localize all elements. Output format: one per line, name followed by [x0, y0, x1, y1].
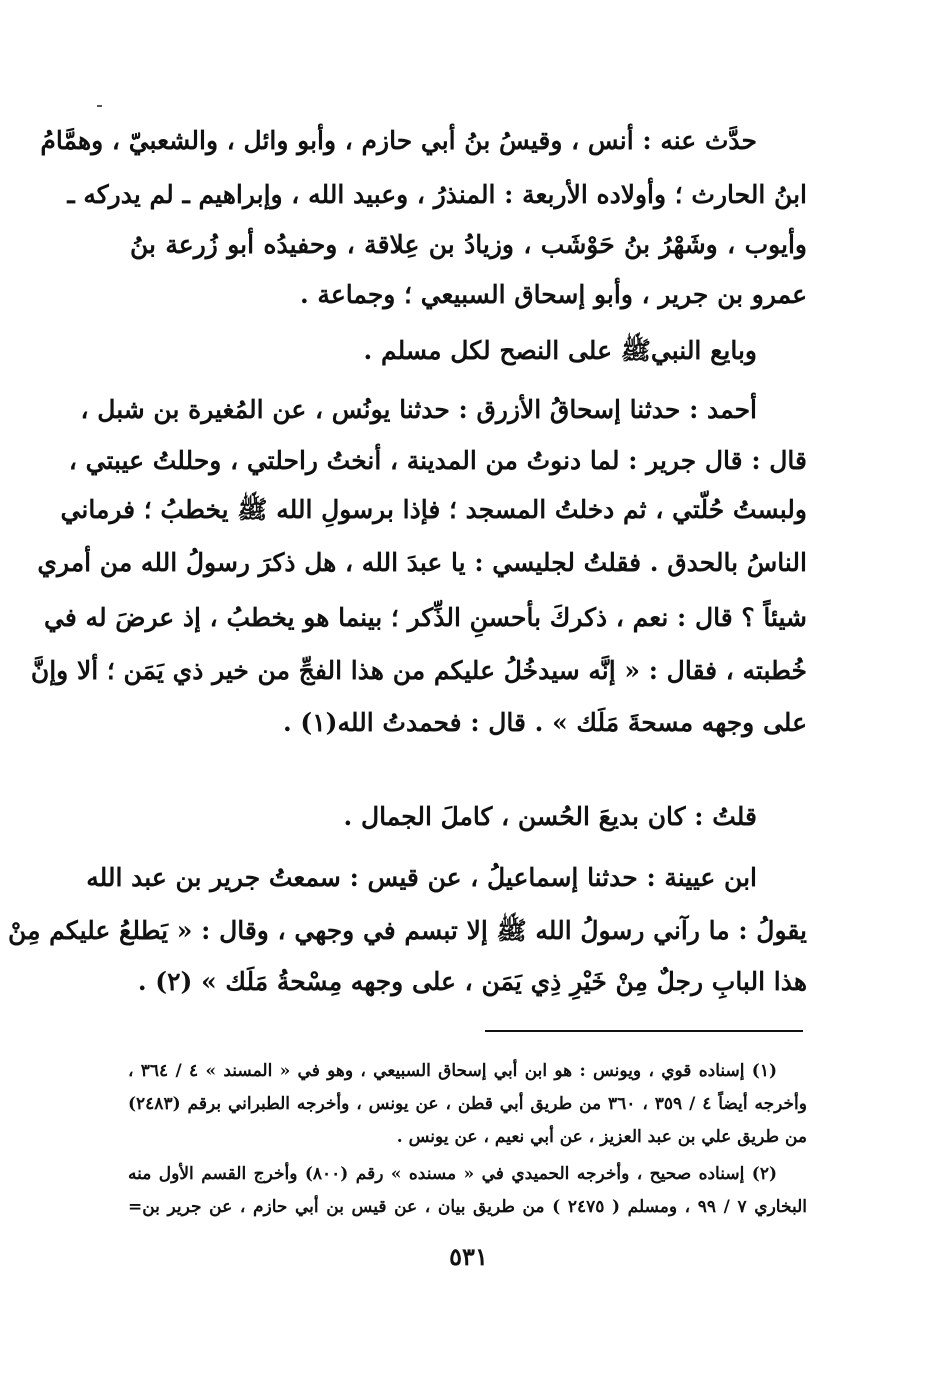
text-line: قال : قال جرير : لما دنوتُ من المدينة ، أنختُ راحلتي ، وحللتُ عيبتي ، — [68, 446, 807, 475]
text-line: قلتُ : كان بديعَ الحُسن ، كاملَ الجمال . — [343, 802, 757, 831]
footnotes — [128, 1055, 807, 1224]
text-line: على وجهه مسحةَ مَلَك » . قال : فحمدتُ الله(١) . — [282, 708, 807, 737]
text-line: أحمد : حدثنا إسحاقُ الأزرق : حدثنا يونُس ، عن المُغيرة بن شبل ، — [80, 395, 757, 424]
paragraph-narrators — [40, 112, 807, 320]
footnote-line: البخاري ٧ / ٩٩ ، ومسلم ( ٢٤٧٥ ) من طريق بيان ، عن قيس بن أبي حازم ، عن جرير بن= — [128, 1197, 807, 1217]
text-line: عمرو بن جرير ، وأبو إسحاق السبيعي ؛ وجماعة . — [300, 280, 807, 309]
paragraph-ibn-uyaynah — [8, 850, 807, 1008]
paragraph-ahmad-narration — [30, 383, 807, 749]
text-line: وأيوب ، وشَهْرُ بنُ حَوْشَب ، وزيادُ بن عِلاقة ، وحفيدُه أبو زُرعة بنُ — [130, 230, 807, 259]
text-line: وبايع النبيﷺ على النصح لكل مسلم . — [363, 336, 757, 365]
footnote-line: وأخرجه أيضاً ٤ / ٣٥٩ ، ٣٦٠ من طريق أبي قطن ، عن يونس ، وأخرجه الطبراني برقم (٢٤٨٣) — [128, 1094, 807, 1114]
text-line: ولبستُ حُلّتي ، ثم دخلتُ المسجد ؛ فإذا برسولِ الله ﷺ يخطبُ ؛ فرماني — [60, 495, 807, 524]
text-line: الناسُ بالحدق . فقلتُ لجليسي : يا عبدَ الله ، هل ذكرَ رسولُ الله من أمري — [37, 548, 807, 577]
text-line: خُطبته ، فقال : « إنَّه سيدخُلُ عليكم من هذا الفجِّ من خير ذي يَمَن ؛ ألا وإنَّ — [30, 656, 807, 685]
footnote-line: (٢) إسناده صحيح ، وأخرجه الحميدي في « مسنده » رقم (٨٠٠) وأخرج القسم الأول منه — [128, 1164, 777, 1184]
text-line: ابنُ الحارث ؛ وأولاده الأربعة : المنذرُ ، وعبيد الله ، وإبراهيم ـ لم يدركه ـ — [67, 180, 807, 209]
footnote-line: (١) إسناده قوي ، ويونس : هو ابن أبي إسحاق السبيعي ، وهو في « المسند » ٤ / ٣٦٤ ، — [128, 1061, 778, 1081]
paragraph-pledge — [130, 322, 807, 380]
corner-mark — [97, 105, 102, 107]
text-line: حدَّث عنه : أنس ، وقيسُ بنُ أبي حازم ، وأبو وائل ، والشعبيّ ، وهمَّامُ — [40, 126, 757, 155]
footnote-separator — [485, 1030, 803, 1032]
page-number: ٥٣١ — [449, 1242, 488, 1271]
paragraph-author-note — [130, 788, 807, 846]
text-line: ابن عيينة : حدثنا إسماعيلُ ، عن قيس : سمعتُ جرير بن عبد الله — [86, 863, 757, 892]
footnote-line: من طريق علي بن عبد العزيز ، عن أبي نعيم ، عن يونس . — [396, 1127, 807, 1147]
text-line: هذا البابِ رجلٌ مِنْ خَيْرِ ذِي يَمَن ، على وجهه مِسْحةُ مَلَك » (٢) . — [137, 967, 807, 996]
text-line: يقولُ : ما رآني رسولُ الله ﷺ إلا تبسم في وجهي ، وقال : « يَطلعُ عليكم مِنْ — [8, 916, 807, 945]
text-line: شيئاً ؟ قال : نعم ، ذكركَ بأحسنِ الذِّكر ؛ بينما هو يخطبُ ، إذ عرضَ له في — [44, 603, 807, 632]
